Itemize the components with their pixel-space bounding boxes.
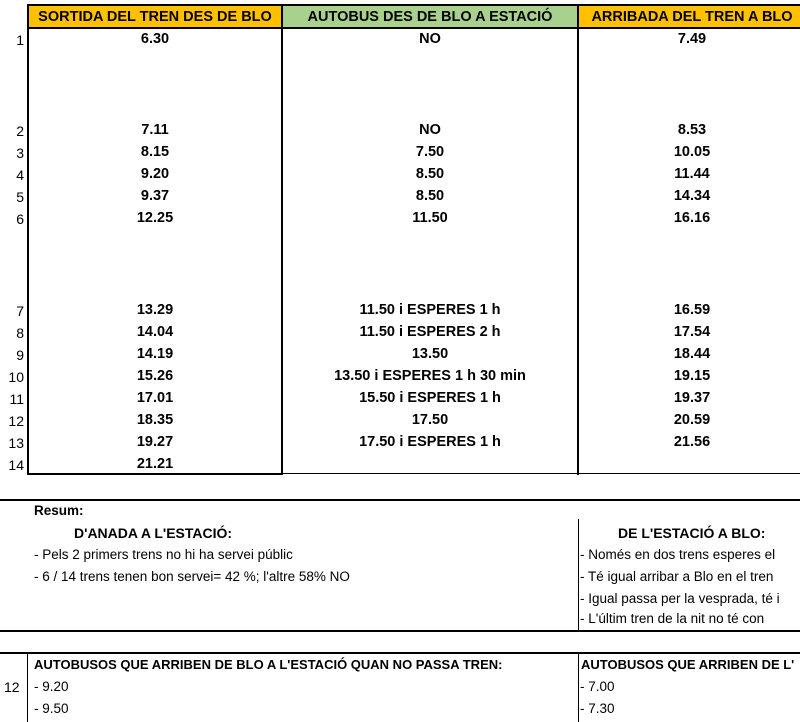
departure-column — [27, 29, 283, 475]
row-number: 7 — [16, 303, 24, 319]
bus-time: NO — [419, 31, 441, 47]
arrival-time: 19.15 — [673, 368, 711, 384]
arrival-time: 10.05 — [673, 144, 711, 160]
arrival-time: 11.44 — [674, 166, 710, 182]
buses-right-heading: AUTOBUSOS QUE ARRIBEN DE L' — [581, 657, 795, 672]
row-number: 11 — [9, 391, 24, 407]
buses-count: 12 — [4, 679, 20, 695]
departure-time: 19.27 — [136, 434, 174, 450]
departure-time: 14.04 — [136, 324, 174, 340]
bus-time: 15.50 i ESPERES 1 h — [359, 390, 501, 406]
arrival-time: 8.53 — [677, 122, 707, 138]
bus-time: 13.50 — [411, 346, 449, 362]
row-number: 3 — [16, 145, 24, 161]
row-number: 5 — [16, 189, 24, 205]
departure-time: 14.19 — [136, 346, 174, 362]
summary-right-heading: DE L'ESTACIÓ A BLO: — [618, 525, 766, 541]
buses-box-top — [0, 652, 800, 654]
header-arrival: ARRIBADA DEL TREN A BLO — [577, 4, 800, 29]
header-departure: SORTIDA DEL TREN DES DE BLO — [27, 4, 283, 29]
row-number: 9 — [16, 347, 24, 363]
departure-time: 9.20 — [140, 166, 170, 182]
bus-time: 17.50 i ESPERES 1 h — [359, 434, 501, 450]
departure-time: 12.25 — [136, 210, 174, 226]
buses-left-item: - 9.50 — [34, 701, 69, 716]
buses-left-item: - 9.20 — [34, 679, 69, 694]
arrival-time: 19.37 — [673, 390, 711, 406]
summary-left-item: - 6 / 14 trens tenen bon servei= 42 %; l'altre 58% NO — [34, 569, 350, 584]
summary-right-item: - Igual passa per la vesprada, té i — [580, 591, 780, 606]
buses-right-item: - 7.30 — [580, 701, 615, 716]
row-number: 4 — [16, 167, 24, 183]
row-number: 10 — [8, 369, 24, 385]
bus-column — [281, 29, 579, 475]
summary-divider — [578, 519, 579, 630]
bus-time: 13.50 i ESPERES 1 h 30 min — [334, 368, 526, 384]
departure-time: 9.37 — [140, 188, 170, 204]
arrival-time: 14.34 — [673, 188, 711, 204]
departure-time: 13.29 — [136, 302, 174, 318]
arrival-time: 18.44 — [673, 346, 711, 362]
departure-time: 17.01 — [136, 390, 174, 406]
arrival-time: 16.59 — [673, 302, 711, 318]
departure-time: 8.15 — [140, 144, 170, 160]
arrival-time: 17.54 — [673, 324, 711, 340]
buses-left-heading: AUTOBUSOS QUE ARRIBEN DE BLO A L'ESTACIÓ QUAN NO PASSA TREN: — [34, 657, 503, 672]
bus-time: 11.50 i ESPERES 1 h — [359, 302, 501, 318]
buses-divider — [578, 652, 579, 722]
row-number: 12 — [8, 413, 24, 429]
row-number: 2 — [16, 123, 24, 139]
summary-left-item: - Pels 2 primers trens no hi ha servei públic — [34, 547, 293, 562]
summary-title: Resum: — [34, 503, 84, 518]
arrival-time: 16.16 — [673, 210, 711, 226]
summary-right-item: - Només en dos trens esperes el — [580, 547, 776, 562]
row-number: 6 — [16, 211, 24, 227]
summary-right-item: - L'últim tren de la nit no té con — [580, 611, 765, 626]
bus-time: NO — [419, 122, 441, 138]
departure-time: 21.21 — [136, 456, 174, 472]
departure-time: 18.35 — [136, 412, 174, 428]
arrival-column-bottom — [577, 473, 800, 474]
row-number: 1 — [16, 32, 24, 48]
row-number: 14 — [8, 457, 24, 473]
buses-right-item: - 7.00 — [580, 679, 615, 694]
departure-time: 15.26 — [136, 368, 174, 384]
bus-column-bottom — [281, 473, 579, 474]
arrival-time: 20.59 — [673, 412, 711, 428]
arrival-column — [577, 29, 800, 475]
summary-right-item: - Té igual arribar a Blo en el tren — [580, 569, 774, 584]
bus-time: 11.50 i ESPERES 2 h — [359, 324, 501, 340]
bus-time: 17.50 — [411, 412, 449, 428]
header-bus: AUTOBUS DES DE BLO A ESTACIÓ — [281, 4, 579, 29]
bus-time: 8.50 — [415, 188, 445, 204]
bus-time: 8.50 — [415, 166, 445, 182]
departure-time: 7.11 — [141, 122, 169, 138]
row-number: 8 — [16, 325, 24, 341]
arrival-time: 21.56 — [673, 434, 711, 450]
bus-time: 11.50 — [412, 210, 448, 226]
bus-time: 7.50 — [415, 144, 445, 160]
row-number: 13 — [8, 435, 24, 451]
arrival-time: 7.49 — [677, 31, 707, 47]
departure-time: 6.30 — [140, 31, 170, 47]
summary-left-heading: D'ANADA A L'ESTACIÓ: — [74, 525, 233, 541]
buses-left-border — [27, 652, 28, 722]
